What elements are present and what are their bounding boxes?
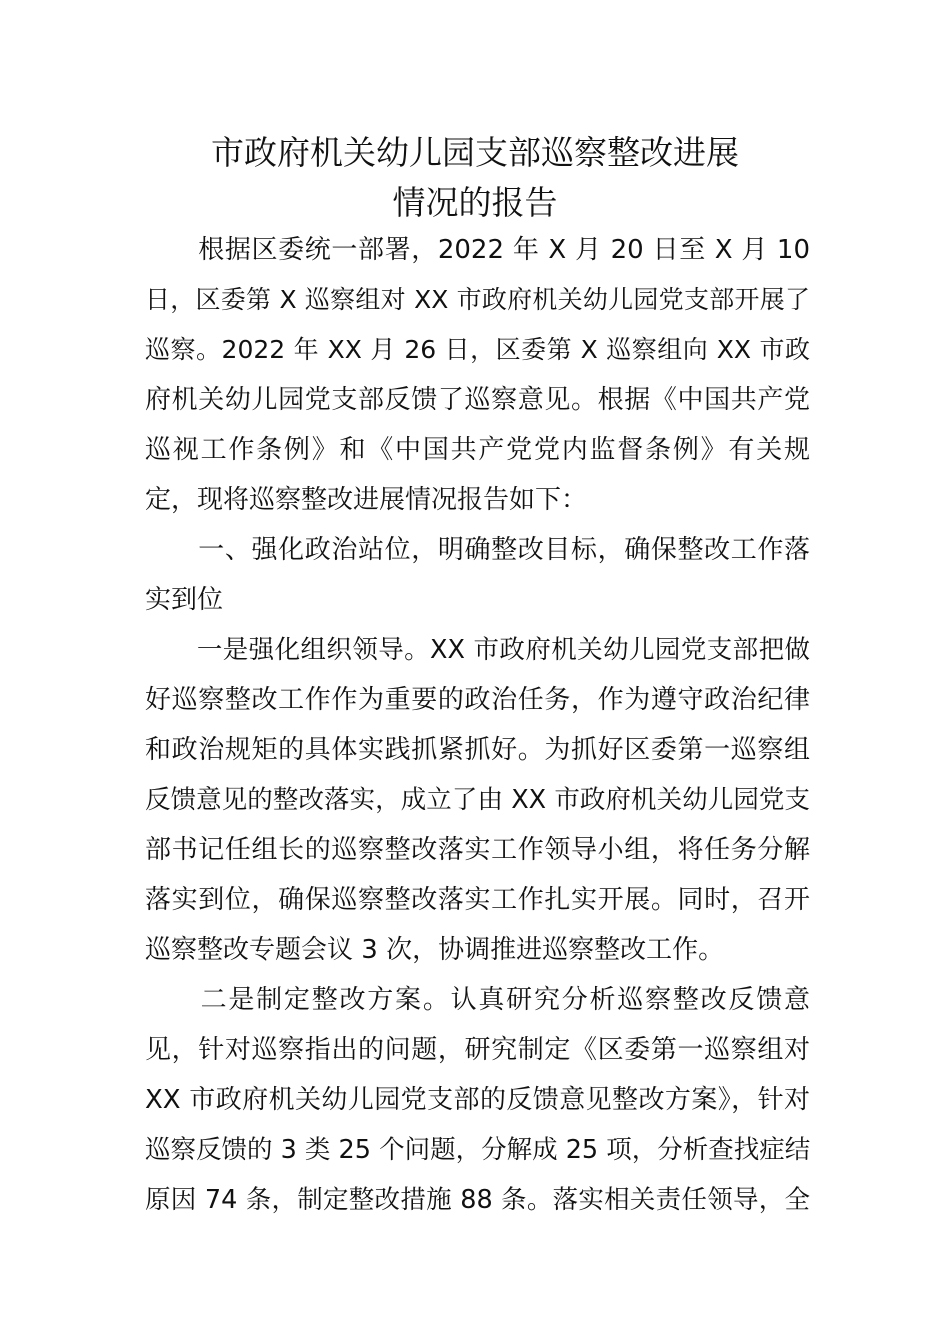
body-line: 巡察反馈的 3 类 25 个问题，分解成 25 项，分析查找症结 (145, 1135, 811, 1165)
body-line: 府机关幼儿园党支部反馈了巡察意见。根据《中国共产党 (145, 385, 810, 415)
body-line: 落实到位，确保巡察整改落实工作扎实开展。同时，召开 (145, 885, 810, 915)
body-line: XX 市政府机关幼儿园党支部的反馈意见整改方案》，针对 (145, 1085, 810, 1115)
section-heading-line: 实到位 (145, 585, 224, 615)
body-line: 反馈意见的整改落实，成立了由 XX 市政府机关幼儿园党支 (145, 785, 810, 815)
body-line: 原因 74 条，制定整改措施 88 条。落实相关责任领导，全 (145, 1185, 810, 1215)
body-line: 日，区委第 X 巡察组对 XX 市政府机关幼儿园党支部开展了 (145, 285, 810, 314)
body-line: 见，针对巡察指出的问题，研究制定《区委第一巡察组对 (145, 1035, 810, 1065)
body-line: 部书记任组长的巡察整改落实工作领导小组，将任务分解 (145, 835, 810, 865)
document-title-line-1: 市政府机关幼儿园支部巡察整改进展 (211, 133, 739, 172)
document-title-line-2: 情况的报告 (392, 183, 558, 222)
body-line: 二是制定整改方案。认真研究分析巡察整改反馈意 (145, 985, 810, 1015)
body-line: 定，现将巡察整改进展情况报告如下： (145, 485, 588, 515)
body-line: 根据区委统一部署，2022 年 X 月 20 日至 X 月 10 (145, 235, 810, 265)
body-line: 一是强化组织领导。XX 市政府机关幼儿园党支部把做 (145, 635, 810, 665)
section-heading-line: 一、强化政治站位，明确整改目标，确保整改工作落 (145, 535, 810, 565)
body-line: 和政治规矩的具体实践抓紧抓好。为抓好区委第一巡察组 (145, 735, 810, 765)
body-line: 巡察。2022 年 XX 月 26 日，区委第 X 巡察组向 XX 市政 (145, 335, 810, 364)
body-line: 巡视工作条例》和《中国共产党党内监督条例》有关规 (145, 435, 810, 465)
body-line: 好巡察整改工作作为重要的政治任务，作为遵守政治纪律 (145, 685, 810, 715)
body-line: 巡察整改专题会议 3 次，协调推进巡察整改工作。 (145, 935, 725, 965)
